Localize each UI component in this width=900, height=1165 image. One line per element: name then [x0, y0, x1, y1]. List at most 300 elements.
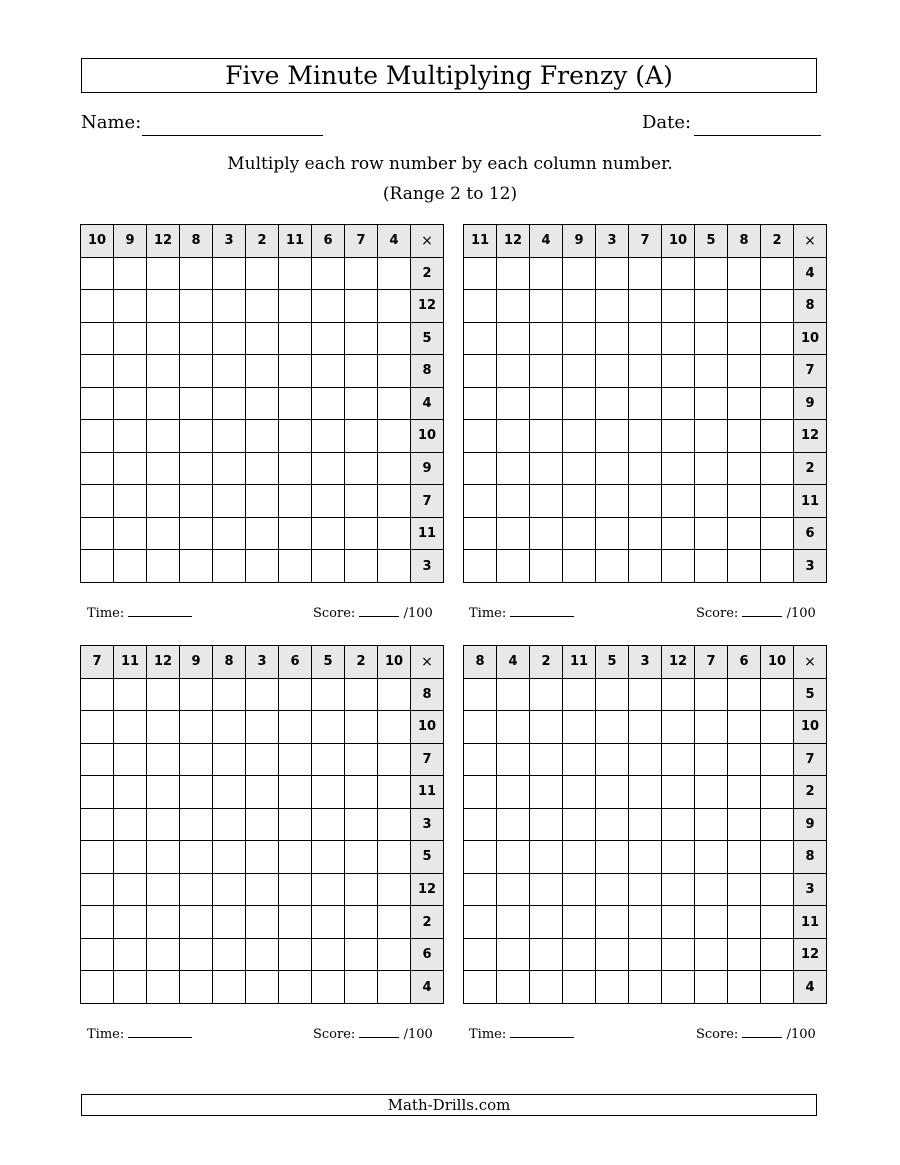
answer-cell[interactable]: [464, 743, 497, 776]
answer-cell[interactable]: [180, 971, 213, 1004]
answer-cell[interactable]: [695, 971, 728, 1004]
answer-cell[interactable]: [345, 906, 378, 939]
answer-cell[interactable]: [596, 776, 629, 809]
answer-cell[interactable]: [279, 971, 312, 1004]
answer-cell[interactable]: [246, 257, 279, 290]
answer-cell[interactable]: [279, 452, 312, 485]
answer-cell[interactable]: [180, 808, 213, 841]
answer-cell[interactable]: [114, 711, 147, 744]
answer-cell[interactable]: [563, 938, 596, 971]
answer-cell[interactable]: [563, 841, 596, 874]
answer-cell[interactable]: [662, 743, 695, 776]
answer-cell[interactable]: [662, 290, 695, 323]
answer-cell[interactable]: [497, 743, 530, 776]
answer-cell[interactable]: [312, 355, 345, 388]
answer-cell[interactable]: [81, 290, 114, 323]
answer-cell[interactable]: [530, 452, 563, 485]
answer-cell[interactable]: [378, 420, 411, 453]
answer-cell[interactable]: [279, 743, 312, 776]
answer-cell[interactable]: [596, 290, 629, 323]
answer-cell[interactable]: [761, 678, 794, 711]
answer-cell[interactable]: [464, 776, 497, 809]
answer-cell[interactable]: [213, 808, 246, 841]
answer-cell[interactable]: [662, 322, 695, 355]
answer-cell[interactable]: [629, 776, 662, 809]
answer-cell[interactable]: [497, 485, 530, 518]
answer-cell[interactable]: [629, 420, 662, 453]
answer-cell[interactable]: [279, 322, 312, 355]
answer-cell[interactable]: [312, 938, 345, 971]
answer-cell[interactable]: [312, 776, 345, 809]
answer-cell[interactable]: [378, 873, 411, 906]
answer-cell[interactable]: [279, 711, 312, 744]
answer-cell[interactable]: [246, 678, 279, 711]
answer-cell[interactable]: [530, 517, 563, 550]
answer-cell[interactable]: [761, 873, 794, 906]
answer-cell[interactable]: [81, 322, 114, 355]
answer-cell[interactable]: [662, 420, 695, 453]
answer-cell[interactable]: [662, 678, 695, 711]
answer-cell[interactable]: [279, 550, 312, 583]
answer-cell[interactable]: [213, 776, 246, 809]
answer-cell[interactable]: [81, 743, 114, 776]
answer-cell[interactable]: [464, 678, 497, 711]
answer-cell[interactable]: [695, 841, 728, 874]
answer-cell[interactable]: [629, 971, 662, 1004]
answer-cell[interactable]: [147, 808, 180, 841]
answer-cell[interactable]: [563, 257, 596, 290]
answer-cell[interactable]: [530, 776, 563, 809]
answer-cell[interactable]: [497, 257, 530, 290]
answer-cell[interactable]: [761, 290, 794, 323]
answer-cell[interactable]: [81, 711, 114, 744]
answer-cell[interactable]: [662, 711, 695, 744]
answer-cell[interactable]: [761, 743, 794, 776]
answer-cell[interactable]: [728, 906, 761, 939]
answer-cell[interactable]: [345, 517, 378, 550]
answer-cell[interactable]: [147, 517, 180, 550]
answer-cell[interactable]: [761, 841, 794, 874]
answer-cell[interactable]: [213, 485, 246, 518]
answer-cell[interactable]: [279, 485, 312, 518]
answer-cell[interactable]: [530, 711, 563, 744]
answer-cell[interactable]: [279, 257, 312, 290]
answer-cell[interactable]: [728, 841, 761, 874]
answer-cell[interactable]: [312, 873, 345, 906]
answer-cell[interactable]: [464, 517, 497, 550]
answer-cell[interactable]: [695, 550, 728, 583]
answer-cell[interactable]: [464, 808, 497, 841]
answer-cell[interactable]: [695, 257, 728, 290]
answer-cell[interactable]: [345, 485, 378, 518]
answer-cell[interactable]: [761, 711, 794, 744]
answer-cell[interactable]: [530, 906, 563, 939]
answer-cell[interactable]: [378, 711, 411, 744]
time-field[interactable]: [510, 606, 574, 617]
answer-cell[interactable]: [378, 743, 411, 776]
answer-cell[interactable]: [761, 808, 794, 841]
answer-cell[interactable]: [761, 452, 794, 485]
answer-cell[interactable]: [629, 485, 662, 518]
answer-cell[interactable]: [695, 517, 728, 550]
answer-cell[interactable]: [530, 257, 563, 290]
answer-cell[interactable]: [246, 938, 279, 971]
answer-cell[interactable]: [464, 290, 497, 323]
answer-cell[interactable]: [246, 841, 279, 874]
answer-cell[interactable]: [662, 906, 695, 939]
answer-cell[interactable]: [761, 387, 794, 420]
answer-cell[interactable]: [312, 452, 345, 485]
answer-cell[interactable]: [662, 808, 695, 841]
answer-cell[interactable]: [180, 485, 213, 518]
answer-cell[interactable]: [728, 873, 761, 906]
answer-cell[interactable]: [662, 517, 695, 550]
answer-cell[interactable]: [728, 743, 761, 776]
answer-cell[interactable]: [180, 355, 213, 388]
answer-cell[interactable]: [246, 550, 279, 583]
answer-cell[interactable]: [464, 550, 497, 583]
answer-cell[interactable]: [213, 387, 246, 420]
answer-cell[interactable]: [563, 322, 596, 355]
answer-cell[interactable]: [378, 452, 411, 485]
answer-cell[interactable]: [81, 776, 114, 809]
answer-cell[interactable]: [345, 452, 378, 485]
answer-cell[interactable]: [596, 678, 629, 711]
answer-cell[interactable]: [147, 485, 180, 518]
answer-cell[interactable]: [147, 938, 180, 971]
answer-cell[interactable]: [246, 452, 279, 485]
answer-cell[interactable]: [81, 678, 114, 711]
answer-cell[interactable]: [596, 420, 629, 453]
answer-cell[interactable]: [464, 906, 497, 939]
answer-cell[interactable]: [728, 485, 761, 518]
answer-cell[interactable]: [497, 808, 530, 841]
answer-cell[interactable]: [147, 322, 180, 355]
answer-cell[interactable]: [312, 841, 345, 874]
answer-cell[interactable]: [596, 906, 629, 939]
answer-cell[interactable]: [563, 420, 596, 453]
time-field[interactable]: [128, 1027, 192, 1038]
answer-cell[interactable]: [464, 485, 497, 518]
answer-cell[interactable]: [728, 322, 761, 355]
answer-cell[interactable]: [246, 776, 279, 809]
answer-cell[interactable]: [147, 420, 180, 453]
answer-cell[interactable]: [312, 290, 345, 323]
answer-cell[interactable]: [345, 841, 378, 874]
answer-cell[interactable]: [345, 776, 378, 809]
answer-cell[interactable]: [279, 841, 312, 874]
answer-cell[interactable]: [761, 257, 794, 290]
answer-cell[interactable]: [530, 743, 563, 776]
answer-cell[interactable]: [213, 290, 246, 323]
answer-cell[interactable]: [497, 776, 530, 809]
answer-cell[interactable]: [563, 808, 596, 841]
answer-cell[interactable]: [180, 452, 213, 485]
answer-cell[interactable]: [81, 971, 114, 1004]
answer-cell[interactable]: [728, 938, 761, 971]
answer-cell[interactable]: [312, 971, 345, 1004]
answer-cell[interactable]: [596, 711, 629, 744]
answer-cell[interactable]: [312, 906, 345, 939]
answer-cell[interactable]: [312, 808, 345, 841]
answer-cell[interactable]: [345, 743, 378, 776]
answer-cell[interactable]: [213, 452, 246, 485]
answer-cell[interactable]: [563, 387, 596, 420]
answer-cell[interactable]: [596, 517, 629, 550]
answer-cell[interactable]: [180, 517, 213, 550]
answer-cell[interactable]: [761, 420, 794, 453]
answer-cell[interactable]: [728, 517, 761, 550]
answer-cell[interactable]: [114, 485, 147, 518]
answer-cell[interactable]: [246, 420, 279, 453]
answer-cell[interactable]: [345, 808, 378, 841]
answer-cell[interactable]: [147, 971, 180, 1004]
answer-cell[interactable]: [114, 420, 147, 453]
answer-cell[interactable]: [180, 743, 213, 776]
answer-cell[interactable]: [497, 906, 530, 939]
answer-cell[interactable]: [147, 841, 180, 874]
answer-cell[interactable]: [180, 776, 213, 809]
answer-cell[interactable]: [629, 257, 662, 290]
answer-cell[interactable]: [213, 517, 246, 550]
answer-cell[interactable]: [114, 517, 147, 550]
answer-cell[interactable]: [114, 387, 147, 420]
answer-cell[interactable]: [530, 808, 563, 841]
answer-cell[interactable]: [662, 776, 695, 809]
answer-cell[interactable]: [728, 711, 761, 744]
answer-cell[interactable]: [695, 711, 728, 744]
answer-cell[interactable]: [312, 517, 345, 550]
answer-cell[interactable]: [464, 257, 497, 290]
answer-cell[interactable]: [180, 420, 213, 453]
answer-cell[interactable]: [728, 808, 761, 841]
answer-cell[interactable]: [378, 971, 411, 1004]
answer-cell[interactable]: [81, 938, 114, 971]
answer-cell[interactable]: [81, 550, 114, 583]
answer-cell[interactable]: [464, 420, 497, 453]
answer-cell[interactable]: [629, 841, 662, 874]
answer-cell[interactable]: [378, 906, 411, 939]
answer-cell[interactable]: [345, 322, 378, 355]
answer-cell[interactable]: [761, 938, 794, 971]
answer-cell[interactable]: [312, 420, 345, 453]
answer-cell[interactable]: [497, 452, 530, 485]
answer-cell[interactable]: [629, 808, 662, 841]
answer-cell[interactable]: [629, 517, 662, 550]
answer-cell[interactable]: [662, 485, 695, 518]
answer-cell[interactable]: [464, 873, 497, 906]
answer-cell[interactable]: [81, 485, 114, 518]
answer-cell[interactable]: [279, 355, 312, 388]
answer-cell[interactable]: [596, 873, 629, 906]
answer-cell[interactable]: [695, 743, 728, 776]
answer-cell[interactable]: [596, 387, 629, 420]
answer-cell[interactable]: [563, 290, 596, 323]
answer-cell[interactable]: [312, 711, 345, 744]
answer-cell[interactable]: [213, 355, 246, 388]
answer-cell[interactable]: [497, 387, 530, 420]
answer-cell[interactable]: [695, 290, 728, 323]
answer-cell[interactable]: [596, 971, 629, 1004]
answer-cell[interactable]: [464, 355, 497, 388]
answer-cell[interactable]: [695, 387, 728, 420]
answer-cell[interactable]: [497, 938, 530, 971]
answer-cell[interactable]: [213, 971, 246, 1004]
answer-cell[interactable]: [530, 841, 563, 874]
answer-cell[interactable]: [114, 743, 147, 776]
answer-cell[interactable]: [662, 938, 695, 971]
answer-cell[interactable]: [497, 517, 530, 550]
answer-cell[interactable]: [246, 906, 279, 939]
answer-cell[interactable]: [180, 938, 213, 971]
answer-cell[interactable]: [180, 678, 213, 711]
answer-cell[interactable]: [279, 906, 312, 939]
answer-cell[interactable]: [246, 387, 279, 420]
answer-cell[interactable]: [728, 678, 761, 711]
answer-cell[interactable]: [180, 290, 213, 323]
answer-cell[interactable]: [761, 517, 794, 550]
answer-cell[interactable]: [695, 355, 728, 388]
answer-cell[interactable]: [530, 873, 563, 906]
answer-cell[interactable]: [761, 776, 794, 809]
answer-cell[interactable]: [728, 290, 761, 323]
answer-cell[interactable]: [147, 906, 180, 939]
answer-cell[interactable]: [728, 420, 761, 453]
answer-cell[interactable]: [81, 873, 114, 906]
answer-cell[interactable]: [629, 322, 662, 355]
answer-cell[interactable]: [213, 550, 246, 583]
answer-cell[interactable]: [312, 257, 345, 290]
answer-cell[interactable]: [81, 452, 114, 485]
answer-cell[interactable]: [81, 355, 114, 388]
answer-cell[interactable]: [695, 452, 728, 485]
answer-cell[interactable]: [695, 420, 728, 453]
answer-cell[interactable]: [563, 873, 596, 906]
answer-cell[interactable]: [114, 550, 147, 583]
answer-cell[interactable]: [114, 452, 147, 485]
answer-cell[interactable]: [629, 355, 662, 388]
answer-cell[interactable]: [345, 290, 378, 323]
answer-cell[interactable]: [312, 743, 345, 776]
answer-cell[interactable]: [695, 873, 728, 906]
answer-cell[interactable]: [728, 387, 761, 420]
answer-cell[interactable]: [629, 906, 662, 939]
answer-cell[interactable]: [695, 485, 728, 518]
answer-cell[interactable]: [345, 257, 378, 290]
answer-cell[interactable]: [563, 485, 596, 518]
score-field[interactable]: [742, 606, 782, 617]
answer-cell[interactable]: [279, 938, 312, 971]
answer-cell[interactable]: [695, 906, 728, 939]
answer-cell[interactable]: [378, 776, 411, 809]
answer-cell[interactable]: [662, 452, 695, 485]
answer-cell[interactable]: [312, 678, 345, 711]
answer-cell[interactable]: [530, 290, 563, 323]
answer-cell[interactable]: [147, 452, 180, 485]
answer-cell[interactable]: [81, 906, 114, 939]
answer-cell[interactable]: [761, 355, 794, 388]
time-field[interactable]: [128, 606, 192, 617]
answer-cell[interactable]: [563, 711, 596, 744]
answer-cell[interactable]: [662, 387, 695, 420]
answer-cell[interactable]: [662, 550, 695, 583]
answer-cell[interactable]: [147, 743, 180, 776]
answer-cell[interactable]: [596, 322, 629, 355]
answer-cell[interactable]: [629, 290, 662, 323]
answer-cell[interactable]: [695, 322, 728, 355]
answer-cell[interactable]: [312, 387, 345, 420]
answer-cell[interactable]: [596, 485, 629, 518]
answer-cell[interactable]: [695, 938, 728, 971]
answer-cell[interactable]: [378, 841, 411, 874]
answer-cell[interactable]: [464, 322, 497, 355]
answer-cell[interactable]: [345, 873, 378, 906]
answer-cell[interactable]: [728, 971, 761, 1004]
answer-cell[interactable]: [147, 355, 180, 388]
answer-cell[interactable]: [114, 841, 147, 874]
answer-cell[interactable]: [596, 841, 629, 874]
answer-cell[interactable]: [279, 808, 312, 841]
answer-cell[interactable]: [180, 387, 213, 420]
answer-cell[interactable]: [246, 322, 279, 355]
answer-cell[interactable]: [81, 517, 114, 550]
answer-cell[interactable]: [563, 971, 596, 1004]
answer-cell[interactable]: [563, 550, 596, 583]
answer-cell[interactable]: [378, 257, 411, 290]
answer-cell[interactable]: [147, 387, 180, 420]
answer-cell[interactable]: [345, 971, 378, 1004]
answer-cell[interactable]: [464, 841, 497, 874]
answer-cell[interactable]: [497, 290, 530, 323]
answer-cell[interactable]: [114, 873, 147, 906]
answer-cell[interactable]: [662, 873, 695, 906]
answer-cell[interactable]: [728, 550, 761, 583]
answer-cell[interactable]: [213, 743, 246, 776]
answer-cell[interactable]: [213, 841, 246, 874]
answer-cell[interactable]: [345, 550, 378, 583]
score-field[interactable]: [359, 1027, 399, 1038]
answer-cell[interactable]: [213, 322, 246, 355]
answer-cell[interactable]: [378, 678, 411, 711]
answer-cell[interactable]: [497, 711, 530, 744]
answer-cell[interactable]: [596, 743, 629, 776]
name-field[interactable]: [142, 135, 323, 136]
answer-cell[interactable]: [464, 971, 497, 1004]
answer-cell[interactable]: [147, 776, 180, 809]
answer-cell[interactable]: [114, 290, 147, 323]
answer-cell[interactable]: [629, 711, 662, 744]
answer-cell[interactable]: [114, 808, 147, 841]
answer-cell[interactable]: [464, 711, 497, 744]
answer-cell[interactable]: [147, 678, 180, 711]
answer-cell[interactable]: [147, 290, 180, 323]
answer-cell[interactable]: [279, 420, 312, 453]
answer-cell[interactable]: [629, 678, 662, 711]
answer-cell[interactable]: [761, 550, 794, 583]
answer-cell[interactable]: [81, 387, 114, 420]
answer-cell[interactable]: [563, 452, 596, 485]
answer-cell[interactable]: [629, 938, 662, 971]
answer-cell[interactable]: [180, 873, 213, 906]
answer-cell[interactable]: [530, 485, 563, 518]
answer-cell[interactable]: [497, 322, 530, 355]
answer-cell[interactable]: [246, 808, 279, 841]
answer-cell[interactable]: [378, 485, 411, 518]
answer-cell[interactable]: [530, 322, 563, 355]
answer-cell[interactable]: [147, 873, 180, 906]
answer-cell[interactable]: [497, 971, 530, 1004]
answer-cell[interactable]: [530, 938, 563, 971]
